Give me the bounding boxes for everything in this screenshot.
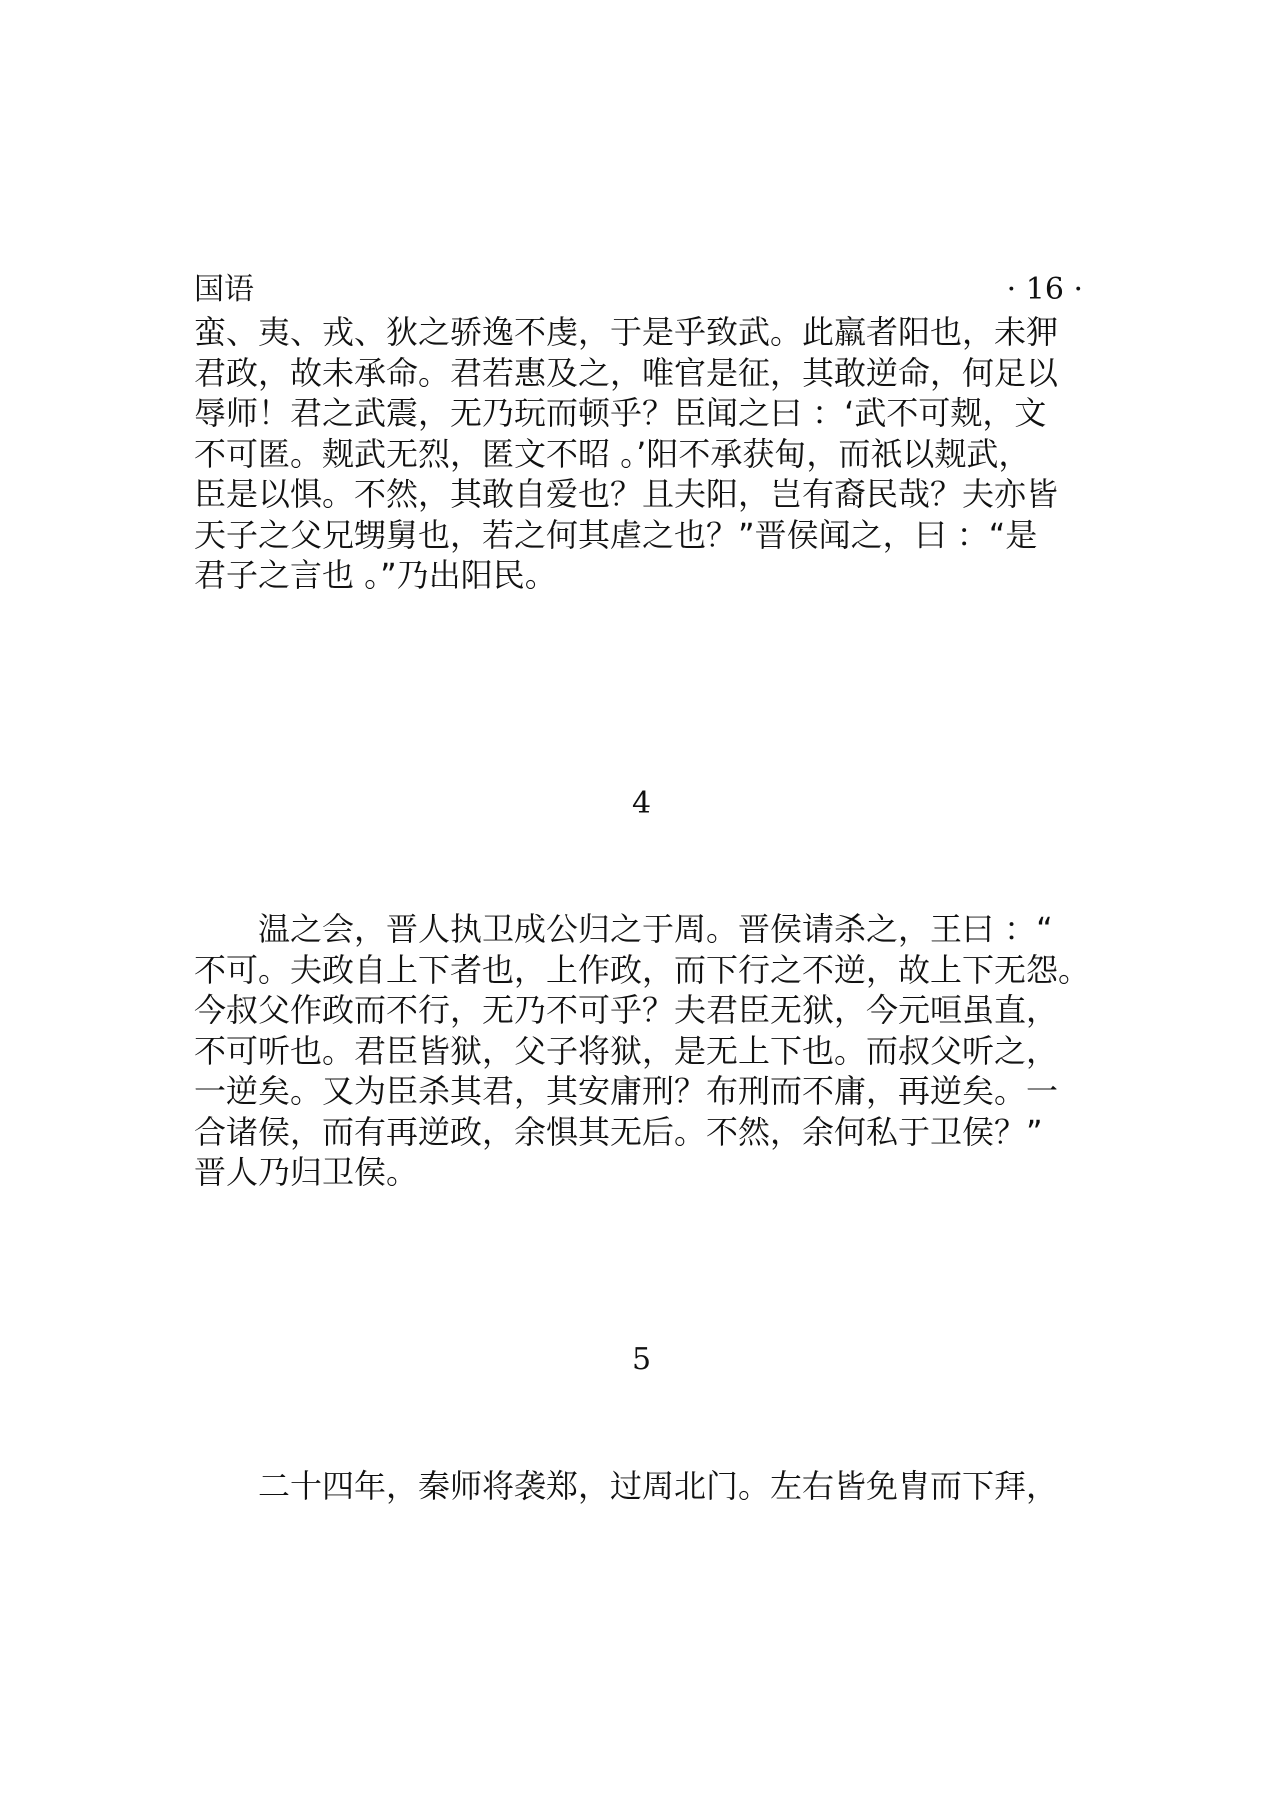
text-line: 二十四年，秦师将袭郑，过周北门。左右皆免胄而下拜， [258,1467,1059,1505]
text-line: 蛮、夷、戎、狄之骄逸不虔，于是乎致武。此羸者阳也，未狎 [194,313,1059,351]
paragraph-section-5 [194,1466,1104,1507]
text-line: 不可听也。君臣皆狱，父子将狱，是无上下也。而叔父听之， [194,1031,1059,1070]
text-line: 不可匿。觌武无烈，匿文不昭 。’阳不承获甸，而祇以觌武， [194,434,1031,473]
text-line: 天子之父兄甥舅也，若之何其虐之也？”晋侯闻之，曰 ：“是 [194,515,1038,554]
text-line: 温之会，晋人执卫成公归之于周。晋侯请杀之，王曰 ：“ [258,910,1053,948]
text-line: 君政，故未承命。君若惠及之，唯官是征，其敢逆命，何足以 [194,353,1059,392]
text-line: 辱师！君之武震，无乃玩而顿乎？臣闻之曰 ：‘武不可觌，文 [194,394,1047,432]
page-number: · 16 · [1006,272,1083,307]
book-title: 国语 [194,272,254,307]
text-line: 臣是以惧。不然，其敢自爱也？且夫阳，岂有裔民哉？夫亦皆 [194,475,1059,513]
section-number-4: 4 [631,786,652,821]
text-line: 合诸侯，而有再逆政，余惧其无后。不然，余何私于卫侯？” [194,1112,1043,1151]
text-line: 君子之言也 。”乃出阳民。 [194,556,557,594]
text-line: 今叔父作政而不行，无乃不可乎？夫君臣无狱，今元咺虽直， [194,991,1059,1029]
paragraph-continued [194,312,1104,596]
text-line: 一逆矣。又为臣杀其君，其安庸刑？布刑而不庸，再逆矣。一 [194,1072,1059,1110]
text-line: 晋人乃归卫侯。 [194,1153,419,1191]
section-number-5: 5 [631,1342,652,1377]
text-line: 不可。夫政自上下者也，上作政，而下行之不逆，故上下无怨。 [194,950,1091,989]
paragraph-section-4 [194,909,1104,1193]
